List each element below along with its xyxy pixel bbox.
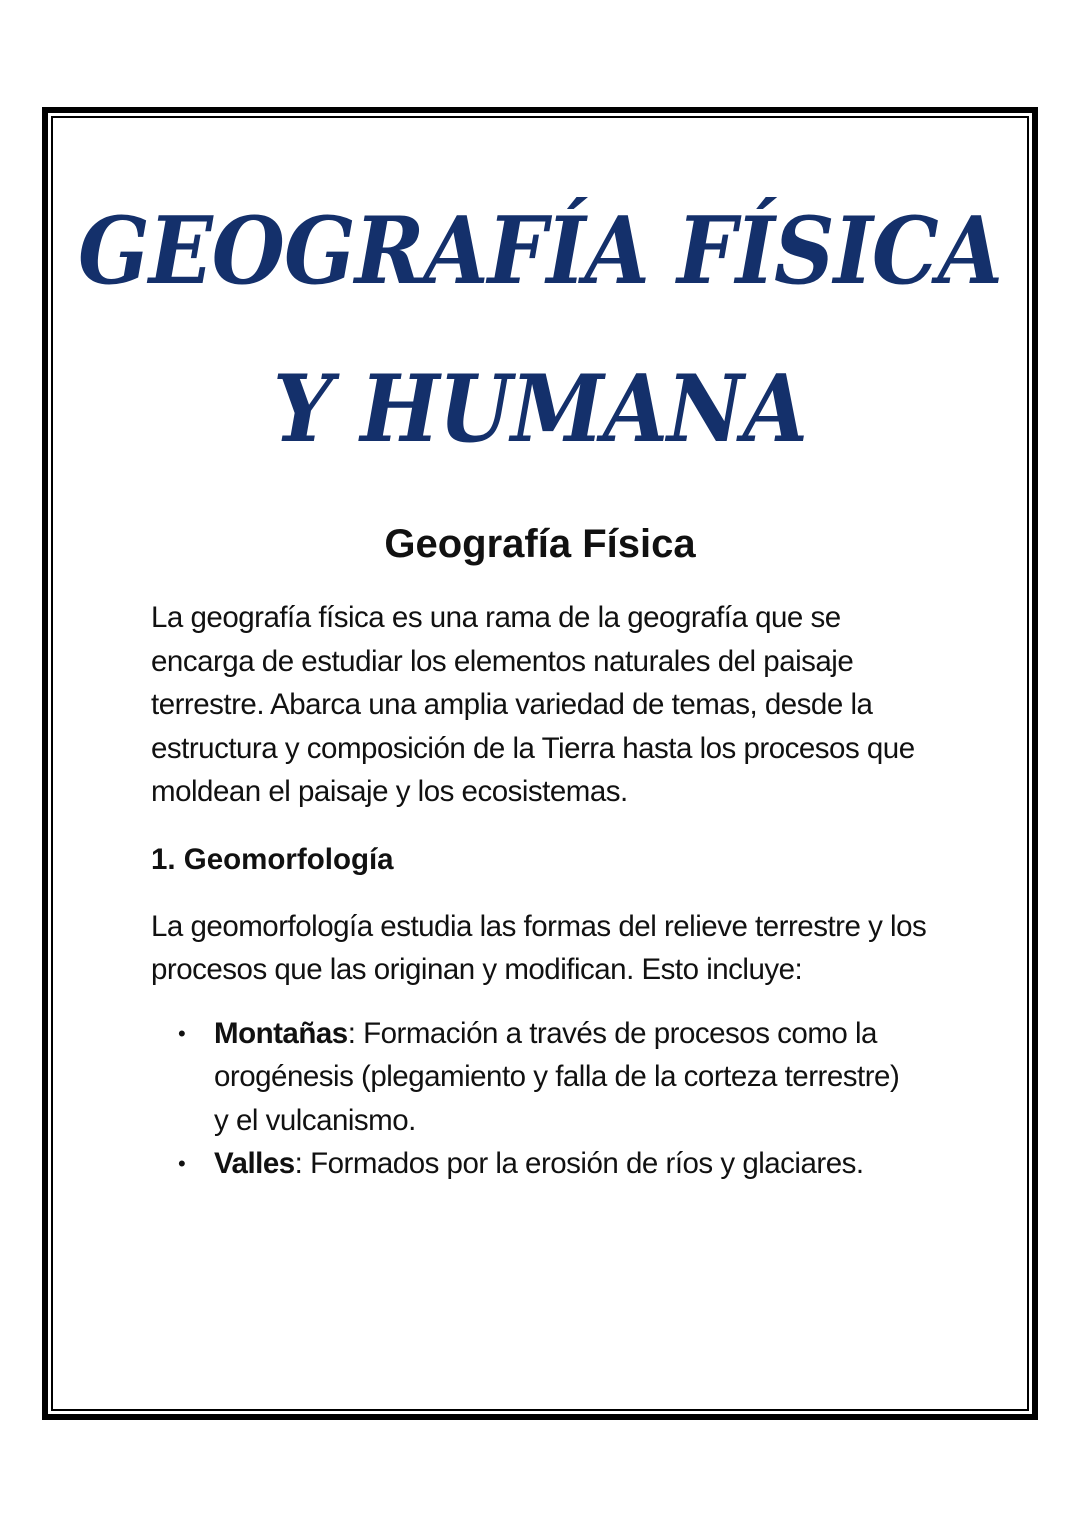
intro-paragraph: La geografía física es una rama de la geografía que se encarga de estudiar los elementos naturales del paisaje terrestre. Abarca una amplia variedad de temas, desde la estructura y composición de la Tierra hasta los procesos que moldean el paisaje y los ecosistemas. bbox=[151, 601, 915, 808]
bullet-list bbox=[151, 1012, 941, 1186]
subsection-heading: 1. Geomorfología bbox=[151, 842, 394, 876]
list-item bbox=[151, 1012, 904, 1143]
list-item-term: Valles bbox=[214, 1147, 295, 1180]
main-title-line-2: Y HUMANA bbox=[273, 354, 807, 463]
subsection-paragraph: La geomorfología estudia las formas del relieve terrestre y los procesos que las originan y modifican. Esto incluye: bbox=[151, 909, 927, 986]
list-item-text: : Formación a través de procesos como la orogénesis (plegamiento y falla de la corteza terrestre) y el vulcanismo. bbox=[214, 1016, 900, 1137]
main-title-line-1: GEOGRAFÍA FÍSICA bbox=[78, 196, 1002, 305]
list-item-term: Montañas bbox=[214, 1016, 348, 1050]
list-item-text: : Formados por la erosión de ríos y glaciares. bbox=[294, 1147, 864, 1180]
document-body bbox=[151, 596, 941, 1186]
section-heading: Geografía Física bbox=[384, 522, 696, 566]
bullet-icon: • bbox=[178, 1151, 186, 1176]
list-item bbox=[151, 1142, 904, 1186]
bullet-icon: • bbox=[178, 1020, 186, 1046]
